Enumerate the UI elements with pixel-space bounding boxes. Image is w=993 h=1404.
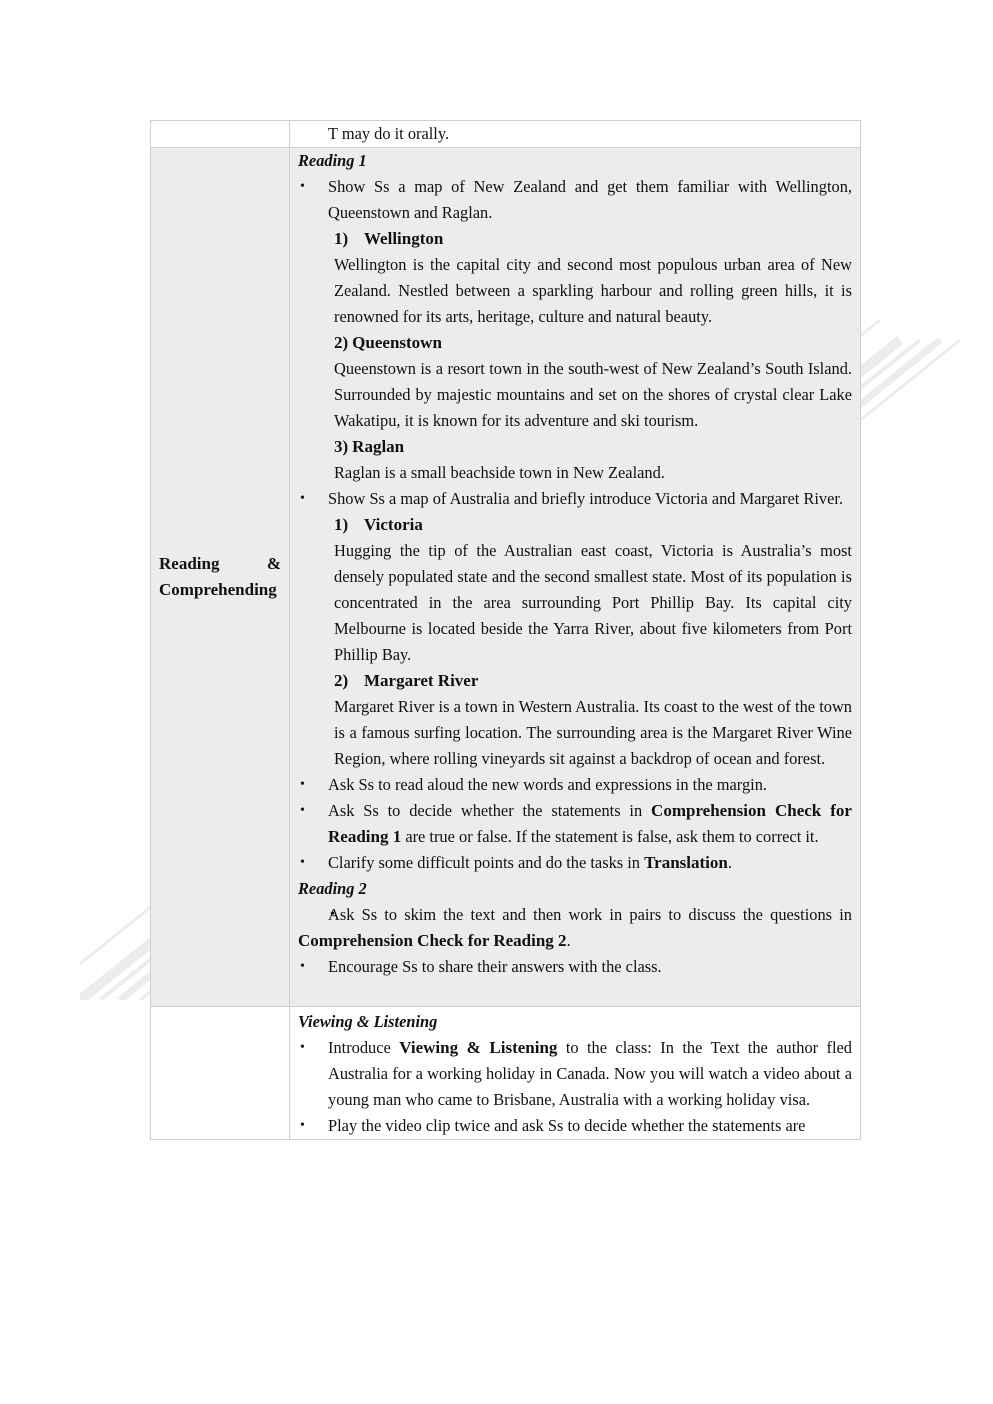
- place-heading-wellington: 1) Wellington: [334, 229, 444, 248]
- lesson-plan-table: [150, 120, 861, 1140]
- place-heading-margaret-river: 2) Margaret River: [334, 671, 479, 690]
- label-comprehending: Comprehending: [159, 580, 277, 599]
- place-desc-margaret-river: Margaret River is a town in Western Australia. Its coast to the west of the town is a famous surfing location. The surrounding area is the Margaret River Wine Region, where rolling vineyards sit against a backdrop of ocean and forest.: [334, 697, 852, 768]
- bullet-nz-map: • Show Ss a map of New Zealand and get them familiar with Wellington, Queenstown and Raglan.: [298, 174, 852, 226]
- table-row-reading-comprehending: [151, 148, 861, 1007]
- bullet-translation: • Clarify some difficult points and do the tasks in Translation.: [298, 850, 852, 876]
- place-heading-victoria: 1) Victoria: [334, 515, 423, 534]
- viewing-listening-title: Viewing & Listening: [298, 1012, 438, 1031]
- lesson-plan-page: [150, 120, 852, 1140]
- reading-1-title: Reading 1: [298, 151, 367, 170]
- bullet-introduce-viewing: • Introduce Viewing & Listening to the class: In the Text the author fled Australia for a working holiday in Canada. Now you will watch a video about a young man who came to Brisbane, Australia with a working holiday visa.: [298, 1035, 852, 1113]
- bullet-skim-text: • Ask Ss to skim the text and then work in pairs to discuss the questions in Comprehension Check for Reading 2.: [298, 902, 852, 954]
- label-reading: Reading: [159, 554, 220, 573]
- label-ampersand: &: [266, 554, 281, 573]
- continuation-text: T may do it orally.: [328, 124, 450, 143]
- bullet-play-video: • Play the video clip twice and ask Ss to decide whether the statements are: [298, 1113, 852, 1139]
- bullet-share-answers: • Encourage Ss to share their answers with the class.: [298, 954, 852, 980]
- row-content: [290, 121, 861, 148]
- row-label-empty: [151, 121, 290, 148]
- viewing-content: [290, 1007, 861, 1140]
- table-row-continuation: [151, 121, 861, 148]
- row-label-reading-comprehending: [151, 148, 290, 1007]
- reading-2-title: Reading 2: [298, 879, 367, 898]
- place-desc-raglan: Raglan is a small beachside town in New Zealand.: [334, 463, 665, 482]
- place-desc-victoria: Hugging the tip of the Australian east coast, Victoria is Australia’s most densely populated state and the second smallest state. Most of its population is concentrated in the area surrounding Port Phillip Bay. Its capital city Melbourne is located beside the Yarra River, about five kilometers from Port Phillip Bay.: [334, 541, 852, 664]
- place-desc-wellington: Wellington is the capital city and second most populous urban area of New Zealand. Nestled between a sparkling harbour and rolling green hills, it is renowned for its arts, heritage, culture and natural beauty.: [334, 255, 852, 326]
- place-desc-queenstown: Queenstown is a resort town in the south-west of New Zealand’s South Island. Surrounded by majestic mountains and set on the shores of crystal clear Lake Wakatipu, it is known for its adventure and ski tourism.: [334, 359, 852, 430]
- bullet-read-aloud: • Ask Ss to read aloud the new words and expressions in the margin.: [298, 772, 852, 798]
- reading-content: [290, 148, 861, 1007]
- row-label-empty: [151, 1007, 290, 1140]
- place-heading-queenstown: 2) Queenstown: [334, 333, 442, 352]
- table-row-viewing-listening: [151, 1007, 861, 1140]
- bullet-australia-map: • Show Ss a map of Australia and briefly introduce Victoria and Margaret River.: [298, 486, 852, 512]
- bullet-comprehension-check-1: • Ask Ss to decide whether the statements in Comprehension Check for Reading 1 are true or false. If the statement is false, ask them to correct it.: [298, 798, 852, 850]
- place-heading-raglan: 3) Raglan: [334, 437, 405, 456]
